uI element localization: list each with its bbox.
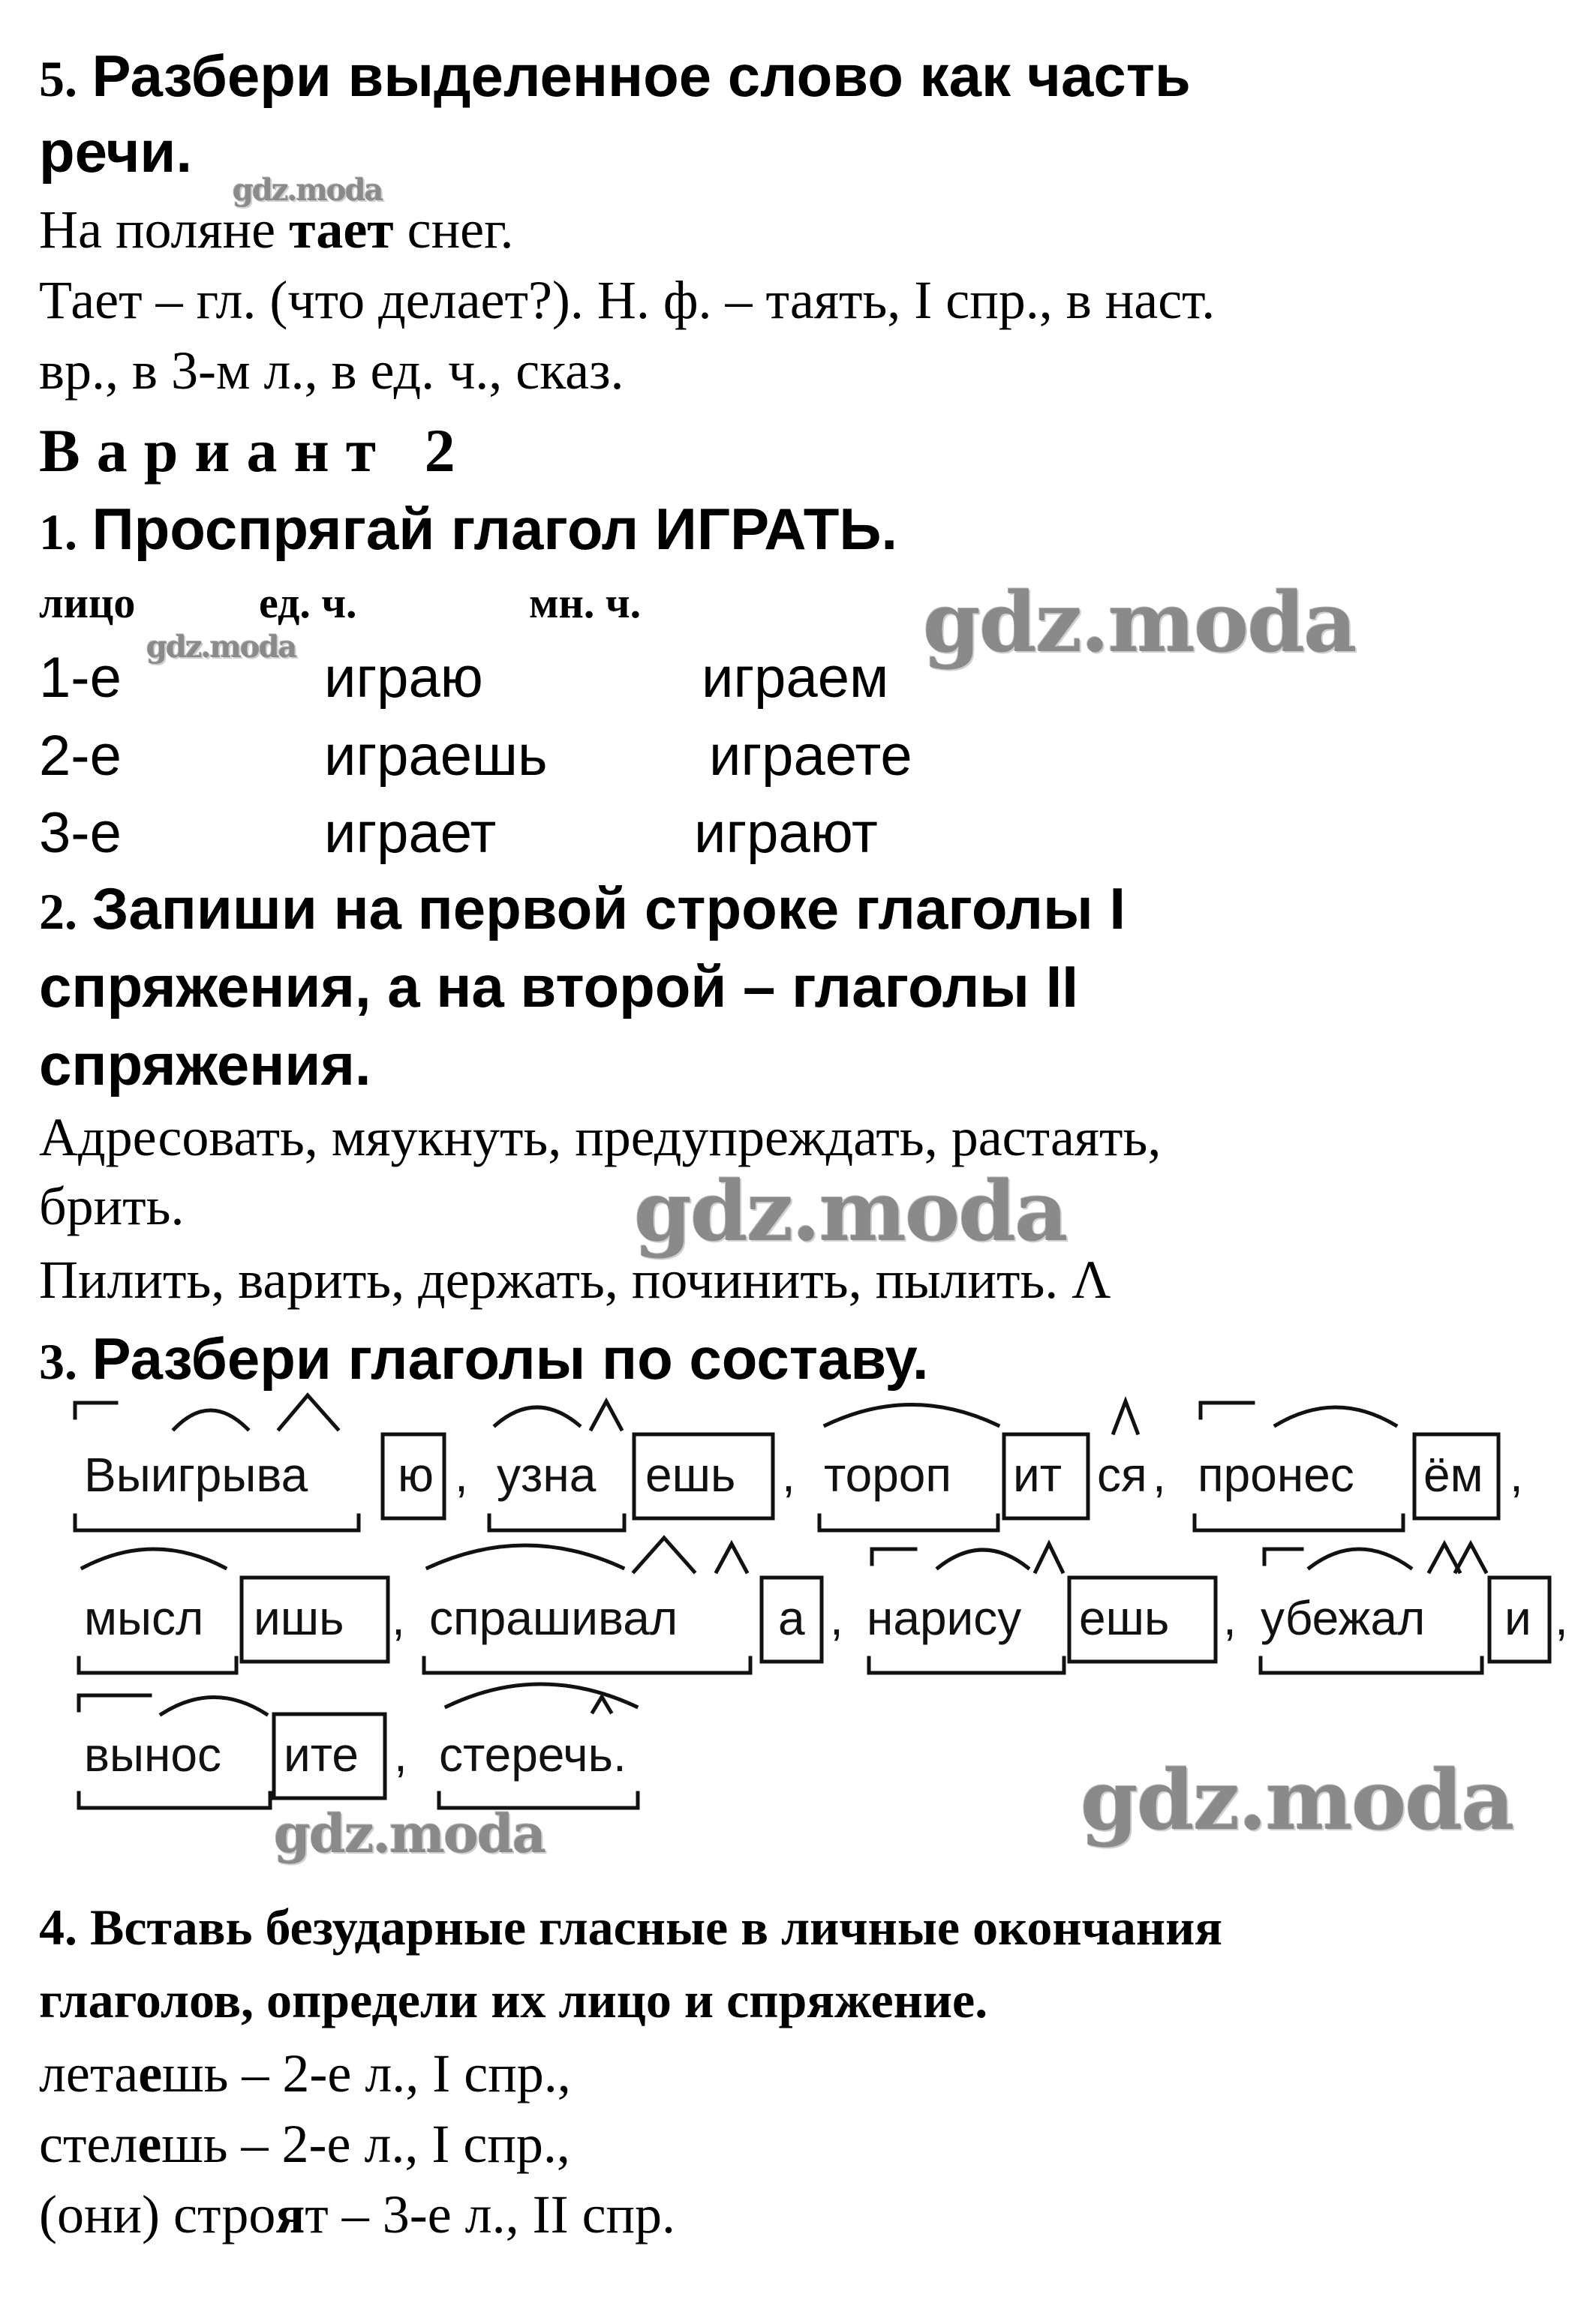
stem-bracket: [75, 1515, 359, 1530]
task5-answer-line1: Тает – гл. (что делает?). Н. ф. – таять, I спр., в наст.: [39, 270, 1216, 330]
stem-bracket: [1195, 1515, 1403, 1530]
variant-heading: Вариант 2: [39, 416, 472, 485]
conj-row3-singular: играет: [324, 801, 497, 865]
root-arc: [938, 1550, 1028, 1568]
t3-r1-w2-stem: узна: [497, 1448, 597, 1502]
task4-title-line1: 4. Вставь безударные гласные в личные окончания: [39, 1899, 1223, 1956]
conj-row2-plural: играете: [709, 724, 912, 788]
watermark-large-3: gdz.moda: [1081, 1752, 1513, 1848]
watermark-small-1: gdz.moda: [233, 173, 383, 208]
t3-r2-sep1: ,: [392, 1591, 405, 1645]
stem-bracket: [424, 1658, 750, 1673]
task1-title: Проспрягай глагол ИГРАТЬ.: [92, 496, 898, 562]
task2-title-line2-text: спряжения, а на второй – глаголы II: [39, 953, 1078, 1019]
task2-line1b: брить.: [39, 1176, 185, 1236]
conj-row2-person: 2-е: [39, 724, 122, 788]
t3-r1-w4-stem: пронес: [1198, 1448, 1354, 1502]
t3-r2-w4-stem: убежал: [1261, 1591, 1426, 1645]
suffix-caret: [717, 1544, 747, 1572]
task5-sentence-post: снег.: [393, 200, 514, 260]
suffix-caret: [593, 1697, 611, 1712]
root-arc: [446, 1684, 636, 1707]
t3-r2-sep2: ,: [830, 1591, 843, 1645]
root-arc: [825, 1405, 998, 1426]
stem-bracket: [819, 1515, 998, 1530]
t3-r2-w3-ending: ешь: [1079, 1591, 1170, 1645]
watermark-large-2: gdz.moda: [634, 1163, 1067, 1260]
t3-r2-w3-stem: нарису: [867, 1591, 1022, 1645]
root-arc: [83, 1549, 225, 1568]
task1-number: 1.: [39, 503, 77, 560]
t3-r1-sep4: ,: [1510, 1448, 1523, 1502]
conj-row3-plural: играют: [694, 801, 878, 865]
t3-r1-w1-ending: ю: [398, 1448, 434, 1502]
t3-r2-sep3: ,: [1223, 1591, 1237, 1645]
root-arc: [428, 1545, 623, 1568]
task5-sentence-pre: На поляне: [39, 200, 290, 260]
conj-row3-person: 3-е: [39, 801, 122, 865]
t3-r2-w1-stem: мысл: [84, 1591, 204, 1645]
col-singular-header: ед. ч.: [259, 578, 357, 627]
t3-r1-sep3: ,: [1153, 1448, 1166, 1502]
t3-r1-w4-ending: ём: [1423, 1448, 1483, 1502]
t3-r1-w1-stem: Выигрыва: [84, 1448, 308, 1502]
task4-item3-post: т – 3-е л., II спр.: [305, 2184, 676, 2244]
postfix-caret: [1114, 1401, 1138, 1433]
suffix-caret: [634, 1538, 694, 1572]
task5-title-line2: речи.: [39, 119, 192, 185]
t3-r1-sep2: ,: [782, 1448, 795, 1502]
task2-title-line3-text: спряжения.: [39, 1031, 371, 1097]
task5-answer-line2: вр., в 3-м л., в ед. ч., сказ.: [39, 341, 624, 401]
task4-title-line2: глаголов, определи их лицо и спряжение.: [39, 1971, 988, 2028]
t3-r3-w1-ending: ите: [284, 1728, 359, 1782]
conj-row1-plural: играем: [702, 646, 889, 710]
prefix-mark: [79, 1695, 150, 1710]
task4-item1-vowel: е: [138, 2043, 163, 2103]
suffix-caret: [1429, 1544, 1459, 1572]
task4-item1-post: шь – 2-е л., I спр.,: [162, 2043, 571, 2103]
task4-item1-pre: лета: [39, 2043, 139, 2103]
root-arc: [174, 1410, 248, 1429]
prefix-mark: [1201, 1403, 1253, 1418]
task5-number: 5.: [39, 50, 77, 107]
task4-item-1: [39, 2043, 571, 2103]
task2-number: 2.: [39, 883, 77, 940]
suffix-caret: [1035, 1544, 1062, 1572]
task2-title-line1: Запиши на первой строке глаголы I: [92, 875, 1126, 941]
watermark-small-2: gdz.moda: [146, 629, 296, 665]
task2-line2: Пилить, варить, держать, починить, пылить. Λ: [39, 1250, 1111, 1310]
watermark-medium-1: gdz.moda: [274, 1803, 546, 1865]
prefix-mark: [872, 1549, 915, 1564]
stem-bracket: [79, 1793, 270, 1808]
t3-r1-sep1: ,: [455, 1448, 468, 1502]
task5-sentence-bold: тает: [289, 200, 394, 260]
stem-bracket: [869, 1658, 1064, 1673]
root-arc: [1309, 1549, 1411, 1568]
task4-item2-pre: стел: [39, 2114, 138, 2174]
t3-r1-w3-postfix: ся: [1097, 1448, 1147, 1502]
task3-number: 3.: [39, 1333, 77, 1390]
stem-bracket: [1261, 1658, 1482, 1673]
watermark-large-1: gdz.moda: [923, 574, 1356, 671]
task4-item3-pre: (они) стро: [39, 2184, 276, 2244]
task4-item2-vowel: е: [137, 2114, 162, 2174]
t3-r1-w3-ending: ит: [1013, 1448, 1062, 1502]
task2-line1a: Адресовать, мяукнуть, предупреждать, растаять,: [39, 1107, 1162, 1167]
prefix-mark: [75, 1403, 116, 1418]
task4-item3-vowel: я: [275, 2184, 305, 2244]
suffix-caret: [279, 1395, 338, 1429]
t3-r3-sep1: ,: [394, 1728, 407, 1782]
t3-r2-w1-ending: ишь: [254, 1591, 344, 1645]
stem-bracket: [489, 1515, 624, 1530]
conj-row2-singular: играешь: [324, 724, 548, 788]
suffix-caret: [591, 1401, 621, 1429]
col-plural-header: мн. ч.: [529, 578, 642, 627]
task3-title: Разбери глаголы по составу.: [92, 1326, 929, 1392]
conj-row1-singular: играю: [324, 646, 483, 710]
t3-r1-w2-ending: ешь: [645, 1448, 736, 1502]
t3-r1-w3-stem: тороп: [824, 1448, 952, 1502]
task4-item2-post: шь – 2-е л., I спр.,: [161, 2114, 570, 2174]
suffix-caret: [1456, 1544, 1486, 1572]
root-arc: [1276, 1407, 1396, 1425]
t3-r2-w2-ending: а: [778, 1591, 805, 1645]
t3-r3-w2: стеречь.: [439, 1728, 627, 1782]
prefix-mark: [1264, 1549, 1302, 1564]
root-arc: [495, 1407, 579, 1425]
t3-r2-w2-stem: спрашивал: [429, 1591, 678, 1645]
root-arc: [161, 1698, 266, 1715]
t3-r2-w4-ending: и: [1504, 1591, 1531, 1645]
task4-item-2: [39, 2114, 570, 2174]
task5-title-line1: Разбери выделенное слово как часть: [92, 43, 1191, 109]
stem-bracket: [79, 1658, 236, 1673]
task4-item-3: [39, 2184, 676, 2244]
col-person-header: лицо: [39, 578, 136, 627]
conj-row1-person: 1-е: [39, 646, 122, 710]
t3-r2-sep4: ,: [1555, 1591, 1568, 1645]
t3-r3-w1-stem: вынос: [84, 1728, 221, 1782]
